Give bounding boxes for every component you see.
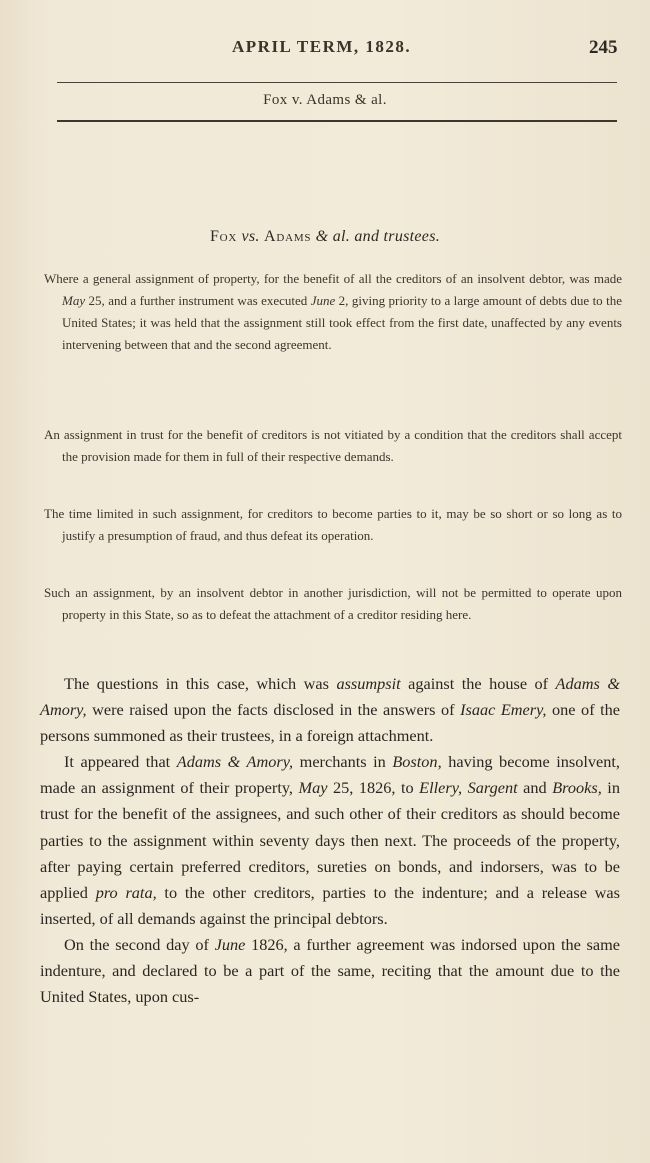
body-text: On the second day of <box>64 934 215 954</box>
body-italic: June <box>214 934 246 954</box>
body-italic: Ellery, Sargent <box>419 778 518 798</box>
body-text: merchants in <box>293 752 393 772</box>
case-title-adams: Adams <box>264 228 312 245</box>
opinion-body <box>40 671 620 1010</box>
body-text: in trust for the benefit of the assignees, and such other of their creditors as should become parties to the assignment within seventy days then next. The proceeds of the property, after paying certain preferred creditors, sureties on bonds, and indorsers, was to be applied <box>40 778 620 902</box>
header-rule-bottom <box>57 120 617 122</box>
syllabus-point-1 <box>44 268 622 356</box>
body-text: and <box>517 778 553 798</box>
body-text: one of the persons summoned as their trustees, in a foreign attachment. <box>40 700 621 746</box>
syllabus-text: Where a general assignment of property, for the benefit of all the creditors of an insolvent debtor, was made <box>44 271 622 286</box>
body-text: to the other creditors, parties to the indenture; and a release was inserted, of all demands against the principal debtors. <box>40 882 620 928</box>
body-text: 25, 1826, to <box>327 778 420 798</box>
syllabus-text: 2, giving priority to a large amount of debts due to the United States; it was held that the assignment still took effect from the first date, unaffected by any events intervening between that and the second agreement. <box>62 293 622 352</box>
case-short-title: Fox v. Adams & al. <box>263 92 387 108</box>
body-italic: Adams & Amory, <box>40 674 620 720</box>
body-italic: Boston, <box>392 752 442 772</box>
body-text: having become insolvent, made an assignment of their property, <box>40 752 620 798</box>
syllabus-italic: May <box>62 293 86 308</box>
page-number: 245 <box>589 37 618 58</box>
running-head <box>0 37 650 67</box>
syllabus-text: The time limited in such assignment, for creditors to become parties to it, may be so short or so long as to justify a presumption of fraud, and thus defeat its operation. <box>44 506 622 543</box>
case-title-fox: Fox <box>209 228 238 245</box>
case-title <box>0 228 650 246</box>
syllabus-point-4 <box>44 582 622 626</box>
body-italic: Isaac Emery, <box>460 700 547 720</box>
syllabus-text: 25, and a further instrument was executed <box>85 293 311 308</box>
body-italic: assumpsit <box>336 674 401 693</box>
body-text: It appeared that <box>64 752 177 772</box>
running-title: APRIL TERM, 1828. <box>232 37 412 56</box>
body-paragraph-1 <box>40 671 620 749</box>
body-italic: Adams & Amory, <box>176 752 294 772</box>
body-paragraph-3 <box>40 932 620 1010</box>
body-italic: May <box>298 778 328 798</box>
body-text: The questions in this case, which was <box>64 674 337 693</box>
body-italic: pro rata, <box>95 882 157 902</box>
body-italic: Brooks, <box>552 778 602 798</box>
body-text: 1826, a further agreement was indorsed upon the same indenture, and declared to be a part of the same, reciting that the amount due to the United States, upon cus- <box>40 934 620 1007</box>
body-text: were raised upon the facts disclosed in the answers of <box>86 700 461 720</box>
syllabus-point-3 <box>44 503 622 547</box>
syllabus-text: An assignment in trust for the benefit of creditors is not vitiated by a condition that the creditors shall accept the provision made for them in full of their respective demands. <box>44 427 622 464</box>
case-title-trustees: and trustees. <box>354 228 441 245</box>
header-rule-top <box>57 82 617 83</box>
syllabus-point-2 <box>44 424 622 468</box>
body-text: against the house of <box>400 674 556 693</box>
syllabus-text: Such an assignment, by an insolvent debtor in another jurisdiction, will not be permitted to operate upon property in this State, so as to defeat the attachment of a creditor residing here. <box>44 585 622 622</box>
case-title-vs: vs. <box>241 228 260 245</box>
body-paragraph-2 <box>40 749 620 932</box>
syllabus-italic: June <box>310 293 336 308</box>
case-title-al: & al. <box>315 228 351 245</box>
